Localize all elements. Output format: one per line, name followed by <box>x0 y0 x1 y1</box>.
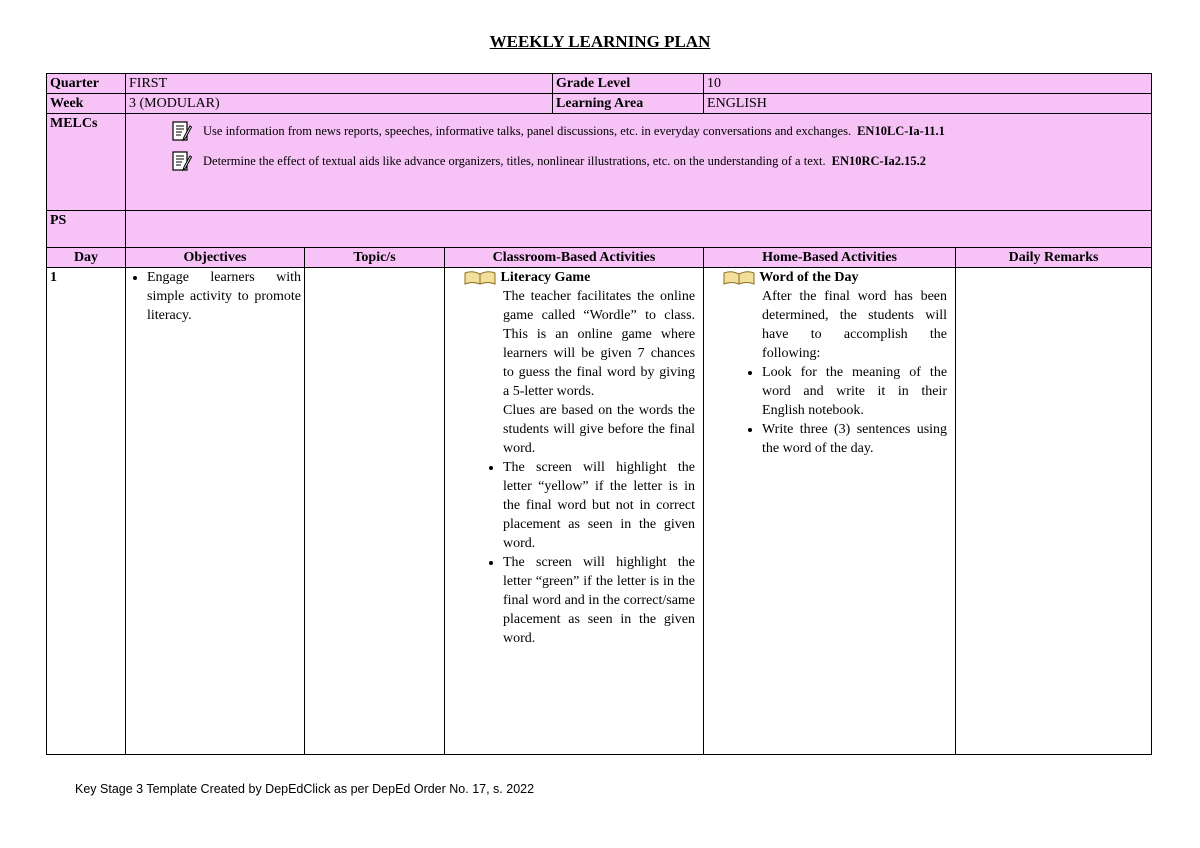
list-item: • Engage learners with simple activity to promote literacy. <box>147 268 301 325</box>
book-icon <box>722 270 756 285</box>
classroom-title: Literacy Game <box>500 270 591 285</box>
day-row <box>47 268 1152 755</box>
quarter-value: FIRST <box>126 74 553 94</box>
week-label: Week <box>47 94 126 114</box>
home-paragraph: After the final word has been determined, the students will have to accomplish the following: <box>762 289 948 361</box>
melc-text: Determine the effect of textual aids like advance organizers, titles, nonlinear illustrations, etc. on the understanding of a text. <box>203 153 826 168</box>
grade-level-value: 10 <box>704 74 1152 94</box>
footer-text: Key Stage 3 Template Created by DepEdClick as per DepEd Order No. 17, s. 2022 <box>75 782 535 796</box>
activity-title <box>463 268 695 287</box>
col-header-objectives: Objectives <box>126 248 305 268</box>
page-title: WEEKLY LEARNING PLAN <box>489 32 711 51</box>
remarks-cell <box>956 268 1152 755</box>
list-item: • Write three (3) sentences using the word of the day. <box>762 420 947 458</box>
week-value: 3 (MODULAR) <box>126 94 553 114</box>
melc-text: Use information from news reports, speeches, informative talks, panel discussions, etc. in everyday conversations and exchanges. <box>203 123 852 138</box>
col-header-topics: Topic/s <box>305 248 445 268</box>
notepad-icon <box>171 120 193 142</box>
classroom-activity <box>463 268 695 648</box>
col-header-classroom: Classroom-Based Activities <box>445 248 704 268</box>
list-item: • The screen will highlight the letter “yellow” if the letter is in the final word but not in correct placement as seen in the given word. <box>503 458 695 553</box>
week-row <box>47 94 1152 114</box>
objectives-cell <box>126 268 305 755</box>
classroom-cell <box>445 268 704 755</box>
list-item: • Look for the meaning of the word and write it in their English notebook. <box>762 363 947 420</box>
col-header-home: Home-Based Activities <box>704 248 956 268</box>
melc-code: EN10RC-Ia2.15.2 <box>831 153 927 168</box>
ps-label: PS <box>47 211 126 248</box>
col-header-remarks: Daily Remarks <box>956 248 1152 268</box>
column-header-row <box>47 248 1152 268</box>
ps-row <box>47 211 1152 248</box>
ps-value <box>126 211 1152 248</box>
classroom-paragraph: The teacher facilitates the online game called “Wordle” to class. This is an online game where learners will be given 7 chances to guess the final word by giving a 5-letter words. <box>503 289 696 399</box>
col-header-day: Day <box>47 248 126 268</box>
melc-item <box>171 146 1148 176</box>
melcs-content <box>126 114 1152 211</box>
home-cell <box>704 268 956 755</box>
home-title: Word of the Day <box>759 270 859 285</box>
objectives-list <box>129 268 301 325</box>
list-item: • The screen will highlight the letter “green” if the letter is in the final word and in the correct/same placement as seen in the given word. <box>503 553 695 648</box>
quarter-row <box>47 74 1152 94</box>
book-icon <box>463 270 497 285</box>
home-bullets <box>722 363 947 458</box>
activity-title <box>722 268 947 287</box>
learning-area-label: Learning Area <box>553 94 704 114</box>
classroom-paragraph: Clues are based on the words the students will give before the final word. <box>503 403 696 456</box>
quarter-label: Quarter <box>47 74 126 94</box>
learning-plan-table <box>46 73 1152 755</box>
melcs-row <box>47 114 1152 211</box>
topics-cell <box>305 268 445 755</box>
melc-item <box>171 116 1148 146</box>
melc-code: EN10LC-Ia-11.1 <box>857 123 945 138</box>
day-cell: 1 <box>47 268 126 755</box>
learning-area-value: ENGLISH <box>704 94 1152 114</box>
notepad-icon <box>171 150 193 172</box>
grade-level-label: Grade Level <box>553 74 704 94</box>
melcs-label: MELCs <box>47 114 126 211</box>
classroom-bullets <box>463 458 695 648</box>
